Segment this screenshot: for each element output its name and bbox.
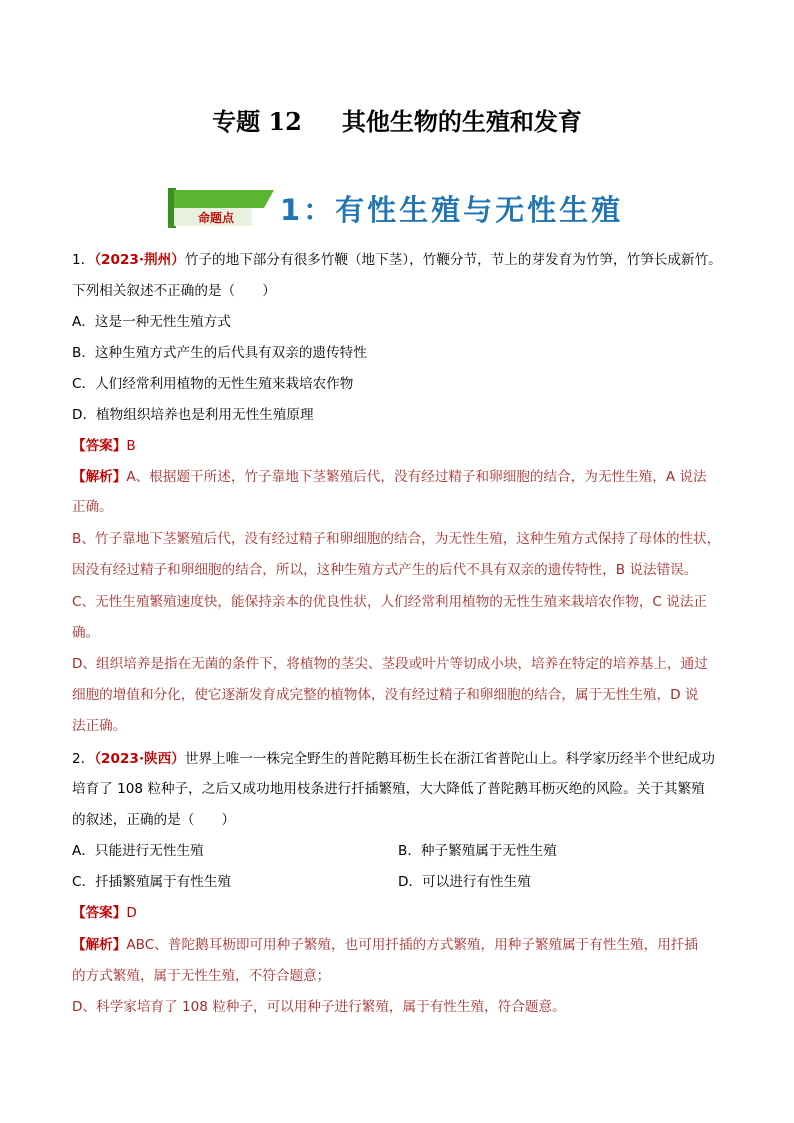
q1-analysis-line: 正确。 xyxy=(72,499,113,515)
q1-analysis-line: 细胞的增值和分化，使它逐渐发育成完整的植物体，没有经过精子和卵细胞的结合，属于无性生殖，D 说 xyxy=(72,687,699,703)
q2-stem-line3: 的叙述，正确的是（ ） xyxy=(72,812,236,828)
q1-option-a: A．这是一种无性生殖方式 xyxy=(72,314,231,330)
q2-stem-line2: 培育了 108 粒种子，之后又成功地用枝条进行扦插繁殖，大大降低了普陀鹅耳枥灭绝的风险。关于其繁殖 xyxy=(72,781,705,797)
q2-analysis-line: D、科学家培育了 108 粒种子，可以用种子进行繁殖，属于有性生殖，符合题意。 xyxy=(72,999,566,1015)
q2-option-d: D．可以进行有性生殖 xyxy=(398,874,531,890)
q2-analysis-line: 【解析】ABC、普陀鹅耳枥即可用种子繁殖，也可用扦插的方式繁殖，用种子繁殖属于有性生殖，用扦插 xyxy=(72,937,698,953)
q1-option-b: B．这种生殖方式产生的后代具有双亲的遗传特性 xyxy=(72,345,367,361)
badge-text: 命题点 xyxy=(198,211,235,225)
q1-analysis-line: 法正确。 xyxy=(72,718,127,734)
q1-analysis-line: 因没有经过精子和卵细胞的结合，所以，这种生殖方式产生的后代不具有双亲的遗传特性，B 说法错误。 xyxy=(72,562,698,578)
q2-option-b: B．种子繁殖属于无性生殖 xyxy=(398,843,557,859)
page-title xyxy=(0,102,794,137)
q1-analysis-line: D、组织培养是指在无菌的条件下，将植物的茎尖、茎段或叶片等切成小块，培养在特定的培养基上，通过 xyxy=(72,656,708,672)
q2-option-c: C．扦插繁殖属于有性生殖 xyxy=(72,874,232,890)
section-title: 1：有性生殖与无性生殖 xyxy=(280,193,624,227)
q1-stem-line2: 下列相关叙述不正确的是（ ） xyxy=(72,283,276,299)
topic-title: 其他生物的生殖和发育 xyxy=(341,108,582,136)
q2-answer: 【答案】D xyxy=(72,905,137,921)
q1-analysis-line: C、无性生殖繁殖速度快，能保持亲本的优良性状，人们经常利用植物的无性生殖来栽培农作物，C 说法正 xyxy=(72,594,708,610)
q2-options-row2 xyxy=(72,872,732,892)
q1-analysis-line: B、竹子靠地下茎繁殖后代，没有经过精子和卵细胞的结合，为无性生殖，这种生殖方式保持了母体的性状， xyxy=(72,531,721,547)
q1-option-c: C．人们经常利用植物的无性生殖来栽培农作物 xyxy=(72,376,354,392)
q1-option-d: D．植物组织培养也是利用无性生殖原理 xyxy=(72,407,314,423)
q2-analysis-line: 的方式繁殖，属于无性生殖，不符合题意； xyxy=(72,968,331,984)
q1-analysis-line: 【解析】A、根据题干所述，竹子靠地下茎繁殖后代，没有经过精子和卵细胞的结合，为无性生殖，A 说法 xyxy=(72,469,707,485)
q2-stem-line1: 2．（2023·陕西）世界上唯一一株完全野生的普陀鹅耳枥生长在浙江省普陀山上。科学家历经半个世纪成功 xyxy=(72,751,715,767)
q1-analysis-line: 确。 xyxy=(72,625,100,641)
q2-options-row1 xyxy=(72,841,732,861)
flag-icon xyxy=(168,188,276,228)
q1-answer: 【答案】B xyxy=(72,438,136,454)
q1-stem-line1: 1．（2023·荆州）竹子的地下部分有很多竹鞭（地下茎），竹鞭分节，节上的芽发育为竹笋，竹笋长成新竹。 xyxy=(72,252,722,268)
q2-option-a: A．只能进行无性生殖 xyxy=(72,843,204,859)
q2-source: （2023·陕西） xyxy=(94,751,185,767)
topic-number: 专题 12 xyxy=(212,107,302,136)
q1-source: （2023·荆州） xyxy=(94,252,185,268)
